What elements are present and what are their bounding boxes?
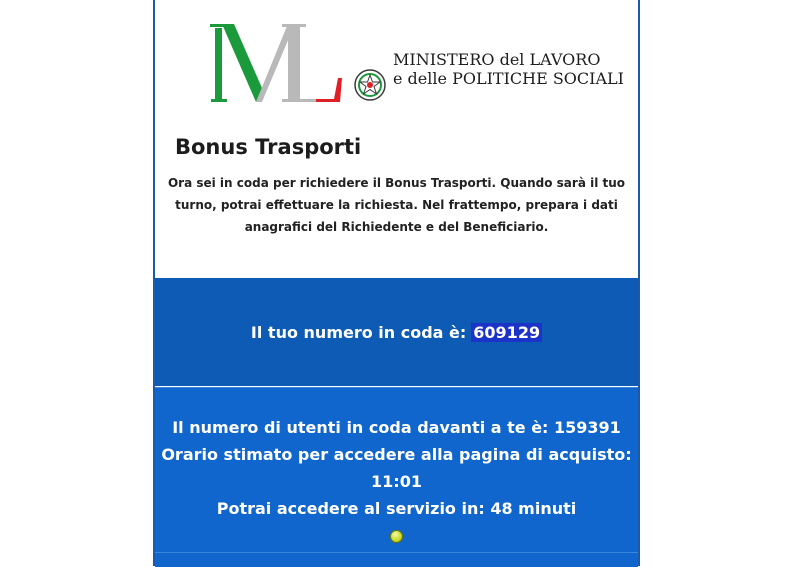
ministry-line-2 (393, 69, 624, 88)
status-indicator-icon (390, 530, 403, 543)
queue-status-section (155, 387, 638, 553)
queue-number-value: 609129 (473, 322, 541, 342)
ministry-word: e delle (393, 69, 447, 88)
page-title: Bonus Trasporti (175, 135, 362, 159)
ministry-word: del (499, 50, 525, 69)
intro-text: Ora sei in coda per richiedere il Bonus Trasporti. Quando sarà il tuo turno, potrai effettuare la richiesta. Nel frattempo, prepara i dati anagrafici del Richiedente e del Beneficiario. (167, 176, 626, 234)
estimated-time-text: Orario stimato per accedere alla pagina di acquisto: 11:01 (161, 445, 632, 491)
queue-number-label: Il tuo numero in coda è: (250, 322, 467, 342)
emblem-icon (355, 70, 385, 100)
access-in-text: Potrai accedere al servizio in: 48 minuti (216, 499, 577, 518)
users-ahead-text: Il numero di utenti in coda davanti a te è: 159391 (172, 418, 621, 437)
bottom-strip (155, 552, 638, 567)
ministry-line-1 (393, 50, 624, 69)
queue-panel (153, 0, 640, 566)
ministry-word: LAVORO (529, 50, 601, 69)
ministry-name (393, 50, 624, 88)
ministry-word: POLITICHE SOCIALI (452, 69, 624, 88)
queue-number-section (155, 278, 638, 386)
ministry-word: MINISTERO (393, 50, 495, 69)
